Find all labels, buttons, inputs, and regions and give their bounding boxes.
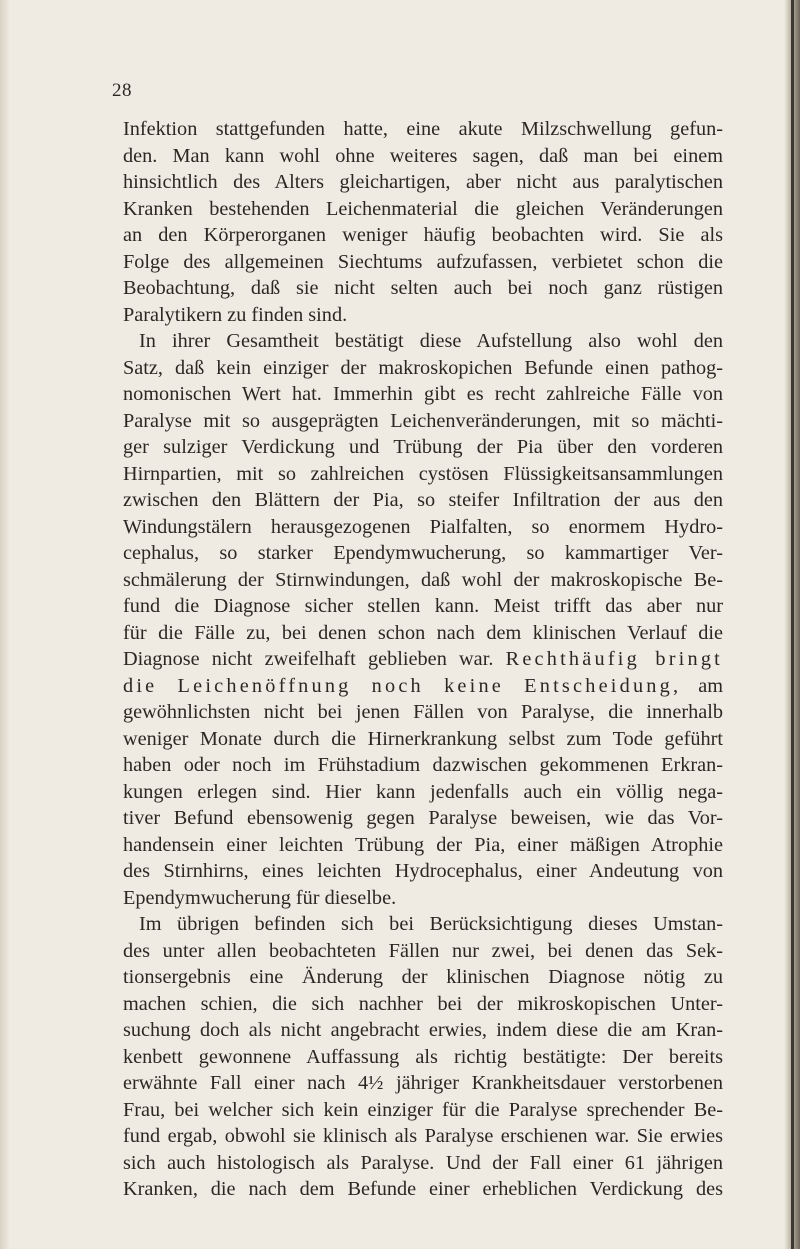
text-line: tiver Befund ebensowenig gegen Paralyse beweisen, wie das Vor- — [123, 807, 723, 829]
text-line: fund ergab, obwohl sie klinisch als Paralyse erschienen war. Sie erwies — [123, 1125, 723, 1147]
text-line: Kranken, die nach dem Befunde einer erheblichen Verdickung des — [123, 1178, 723, 1200]
text-line: Frau, bei welcher sich kein einziger für die Paralyse sprechender Be- — [123, 1098, 723, 1121]
text-line: haben oder noch im Frühstadium dazwischen gekommenen Erkran- — [123, 754, 723, 776]
text-line: kungen erlegen sind. Hier kann jedenfalls auch ein völlig nega- — [123, 780, 723, 803]
text-line: Folge des allgemeinen Siechtums aufzufassen, verbietet schon die — [123, 250, 723, 273]
text-line: cephalus, so starker Ependymwucherung, so kammartiger Ver- — [123, 542, 723, 564]
text-line: Satz, daß kein einziger der makroskopichen Befunde einen pathog- — [123, 356, 723, 379]
text-line: In ihrer Gesamtheit bestätigt diese Aufstellung also wohl den — [139, 330, 723, 352]
text-line: Kranken bestehenden Leichenmaterial die gleichen Veränderungen — [123, 197, 723, 220]
text-line: machen schien, die sich nachher bei der mikroskopischen Unter- — [123, 992, 723, 1015]
text-line: ger sulziger Verdickung und Trübung der Pia über den vorderen — [123, 436, 723, 458]
text-line: Paralytikern zu finden sind. — [123, 303, 348, 326]
text-line: tionsergebnis eine Änderung der klinischen Diagnose nötig zu — [123, 966, 723, 988]
text-line: fund die Diagnose sicher stellen kann. Meist trifft das aber nur — [123, 595, 723, 617]
text-line: hinsichtlich des Alters gleichartigen, aber nicht aus paralytischen — [123, 171, 723, 193]
text-line: nomonischen Wert hat. Immerhin gibt es recht zahlreiche Fälle von — [123, 383, 723, 405]
text-line: handensein einer leichten Trübung der Pia, einer mäßigen Atrophie — [123, 833, 723, 856]
text-line: Im übrigen befinden sich bei Berücksichtigung dieses Umstan- — [139, 913, 723, 935]
text-line: des unter allen beobachteten Fällen nur zwei, bei denen das Sek- — [123, 939, 723, 962]
page-edge-line — [791, 0, 794, 1249]
text-line: Paralyse mit so ausgeprägten Leichenveränderungen, mit so mächti- — [123, 409, 723, 432]
spaced-emphasis: Rechthäufig bringt — [505, 648, 723, 670]
text-line: schmälerung der Stirnwindungen, daß wohl der makroskopische Be- — [123, 568, 723, 591]
text-line: für die Fälle zu, bei denen schon nach dem klinischen Verlauf die — [123, 621, 723, 644]
text-line: gewöhnlichsten nicht bei jenen Fällen von Paralyse, die innerhalb — [123, 701, 723, 723]
text-line: weniger Monate durch die Hirnerkrankung selbst zum Tode geführt — [123, 727, 723, 750]
page-gutter-shadow — [0, 0, 10, 1249]
text-line: den. Man kann wohl ohne weiteres sagen, daß man bei einem — [123, 144, 723, 167]
text-run: Diagnose nicht zweifelhaft geblieben war. — [123, 648, 494, 670]
text-line-mixed — [123, 646, 723, 673]
text-line: Infektion stattgefunden hatte, eine akute Milzschwellung gefun- — [123, 118, 723, 140]
spaced-emphasis: die Leichenöffnung noch keine Entscheidung, — [123, 674, 682, 697]
text-line: Windungstälern herausgezogenen Pialfalten, so enormem Hydro- — [123, 515, 723, 538]
text-line-mixed — [123, 673, 723, 700]
text-line: Ependymwucherung für dieselbe. — [123, 886, 397, 909]
text-line: sich auch histologisch als Paralyse. Und der Fall einer 61 jährigen — [123, 1151, 723, 1174]
text-line: Beobachtung, daß sie nicht selten auch bei noch ganz rüstigen — [123, 277, 723, 299]
text-run: am — [698, 674, 724, 697]
text-line: an den Körperorganen weniger häufig beobachten wird. Sie als — [123, 224, 723, 246]
text-line: des Stirnhirns, eines leichten Hydrocephalus, einer Andeutung von — [123, 860, 723, 882]
body-text — [123, 116, 723, 1203]
text-line: suchung doch als nicht angebracht erwies, indem diese die am Kran- — [123, 1019, 723, 1041]
page-number: 28 — [112, 80, 132, 101]
text-line: Hirnpartien, mit so zahlreichen cystösen Flüssigkeitsansammlungen — [123, 462, 723, 485]
text-line: zwischen den Blättern der Pia, so steifer Infiltration der aus den — [123, 489, 723, 511]
text-line: erwähnte Fall einer nach 4½ jähriger Krankheitsdauer verstorbenen — [123, 1072, 723, 1094]
text-line: kenbett gewonnene Auffassung als richtig bestätigte: Der bereits — [123, 1045, 723, 1068]
